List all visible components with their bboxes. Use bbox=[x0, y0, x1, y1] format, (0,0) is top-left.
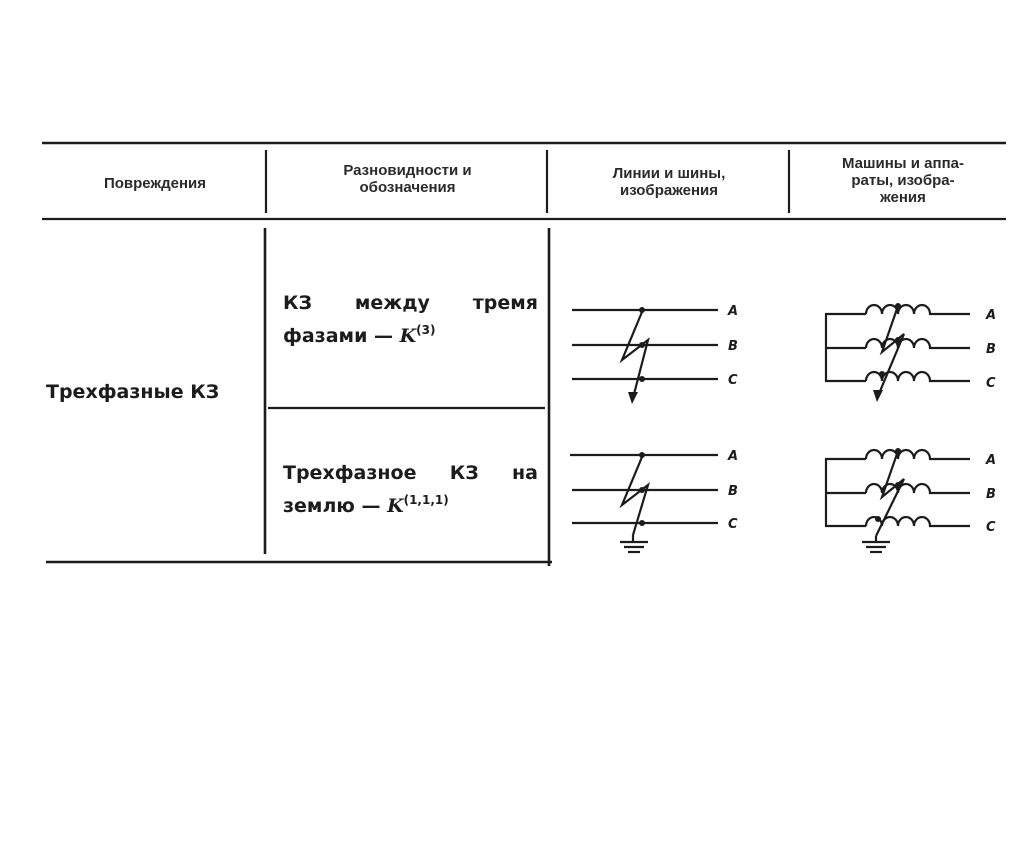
lines-diagram-k3 bbox=[572, 304, 738, 404]
lines-k3-label-c: C bbox=[728, 373, 738, 388]
lines-diagram-k111 bbox=[570, 449, 738, 552]
lines-k3-label-a: A bbox=[728, 304, 739, 319]
machines-k111-label-b: B bbox=[986, 487, 996, 502]
header-machines-line1: Машины и аппа- bbox=[842, 155, 964, 172]
header-damage: Повреждения bbox=[103, 175, 206, 192]
machines-diagram-k3 bbox=[826, 303, 996, 402]
lines-k111-label-a: A bbox=[728, 449, 739, 464]
group-label: Трехфазные КЗ bbox=[46, 381, 220, 403]
machines-k111-label-c: C bbox=[986, 520, 996, 535]
row1-line2-text: фазами — bbox=[283, 325, 400, 347]
machines-k3-label-b: B bbox=[986, 342, 996, 357]
row2-superscript: (1,1,1) bbox=[403, 493, 449, 507]
lines-k111-label-c: C bbox=[728, 517, 738, 532]
row2-line2-text: землю — bbox=[283, 495, 388, 517]
lines-k3-label-b: B bbox=[728, 339, 738, 354]
machines-k111-label-a: A bbox=[986, 453, 997, 468]
machines-diagram-k111 bbox=[826, 448, 996, 552]
header-lines-line1: Линии и шины, bbox=[612, 165, 726, 182]
row1-line1: КЗ между тремя bbox=[283, 292, 538, 314]
lines-k111-label-b: B bbox=[728, 484, 738, 499]
machines-k3-label-c: C bbox=[986, 376, 996, 391]
row2-symbol: K bbox=[387, 495, 404, 517]
row1-symbol: K bbox=[399, 325, 417, 347]
header-types-line1: Разновидности и bbox=[343, 162, 472, 179]
header-types-line2: обозначения bbox=[359, 179, 456, 196]
row2-line1: Трехфазное КЗ на bbox=[283, 462, 538, 484]
header-machines-line3: жения bbox=[880, 189, 926, 206]
machines-k3-label-a: A bbox=[986, 308, 997, 323]
row1-superscript: (3) bbox=[416, 323, 436, 337]
header-lines-line2: изображения bbox=[619, 182, 719, 199]
header-machines-line2: раты, изобра- bbox=[851, 172, 955, 189]
